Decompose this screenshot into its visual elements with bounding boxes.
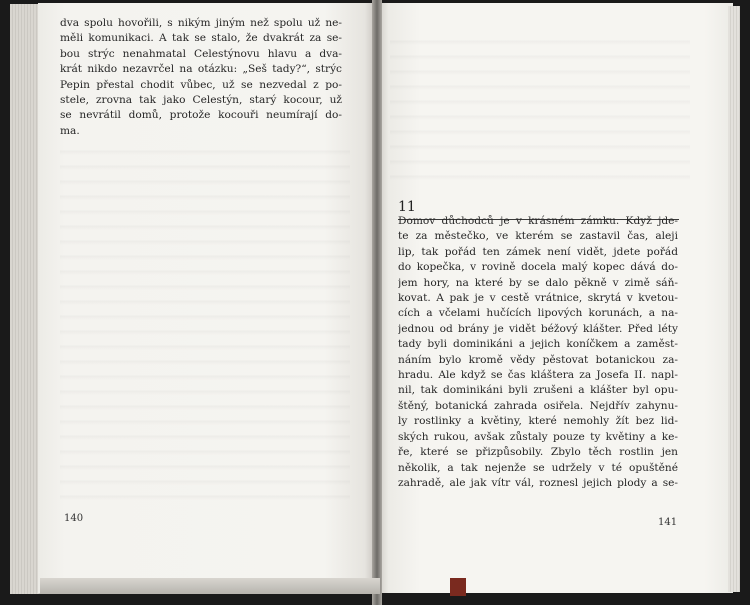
text-line: ma.: [60, 124, 80, 137]
text-line: Pepin přestal chodit vůbec, už se nezvedal z po-: [60, 78, 342, 91]
show-through-right: [390, 30, 690, 190]
text-line: do kopečka, v rovině docela malý kopec dává do-: [398, 261, 678, 274]
page-number-left: 140: [64, 513, 84, 524]
bookmark-ribbon: [450, 578, 466, 596]
right-page-text: [398, 214, 678, 491]
text-line: stele, zrovna tak jako Celestýn, starý kocour, už: [60, 94, 342, 107]
page-bottom-edge: [40, 578, 380, 594]
text-line: tady byli dominikáni a jejich koníčkem a zaměst-: [398, 338, 678, 351]
text-line: ských rukou, avšak zůstaly pouze ty květiny a ke-: [398, 430, 678, 443]
text-line: krát nikdo nezavrčel na otázku: „Seš tady?“, strýc: [60, 63, 342, 76]
text-line: lip, tak pořád ten zámek není vidět, jdete pořád: [398, 245, 678, 258]
chapter-number: 11: [398, 199, 416, 215]
text-line: několik, a tak nejenže se udržely v té opuštěné: [398, 461, 678, 474]
text-line: hradu. Ale když se čas kláštera za Josefa II. napl-: [398, 369, 678, 382]
text-line: štěný, botanická zahrada osiřela. Nejdřív zahynu-: [398, 399, 678, 412]
text-line: te za městečko, ve kterém se zastavil čas, aleji: [398, 230, 678, 243]
text-line: dva spolu hovořili, s nikým jiným než spolu už ne-: [60, 17, 342, 29]
text-line: nil, tak dominikáni byli zrušeni a klášter byl opu-: [398, 384, 678, 397]
text-line: náním bylo kromě vědy pěstovat botanickou za-: [398, 353, 678, 366]
text-line: jem hory, na které by se dalo pěkně v zimě sáň-: [398, 276, 678, 289]
text-line: cích a včelami hučících lipových korunách, a na-: [398, 307, 678, 320]
text-line: měli komunikaci. A tak se stalo, že dvakrát za se-: [60, 32, 342, 45]
text-line: ly rostlinky a květiny, které nemohly žít bez lid-: [398, 415, 678, 428]
text-line: Domov důchodců je v krásném zámku. Když jde-: [398, 215, 678, 227]
text-line: zahradě, ale jak vítr vál, roznesl jejich plody a se-: [398, 476, 678, 489]
show-through-left: [60, 140, 350, 500]
left-page-text: [60, 16, 342, 139]
text-line: se nevrátil domů, protože kocouři neumírají do-: [60, 109, 342, 122]
book-spine: [372, 0, 382, 605]
text-line: bou strýc nenahmatal Celestýnovu hlavu a dva-: [60, 47, 342, 60]
page-number-right: 141: [658, 517, 678, 528]
text-line: kovat. A pak je v cestě vrátnice, skrytá v kvetou-: [398, 292, 678, 305]
text-line: jednou od brány je vidět béžový klášter. Před léty: [398, 322, 678, 335]
page-edges-right: [728, 6, 740, 592]
text-line: ře, které se přizpůsobily. Zbylo těch rostlin jen: [398, 446, 678, 459]
